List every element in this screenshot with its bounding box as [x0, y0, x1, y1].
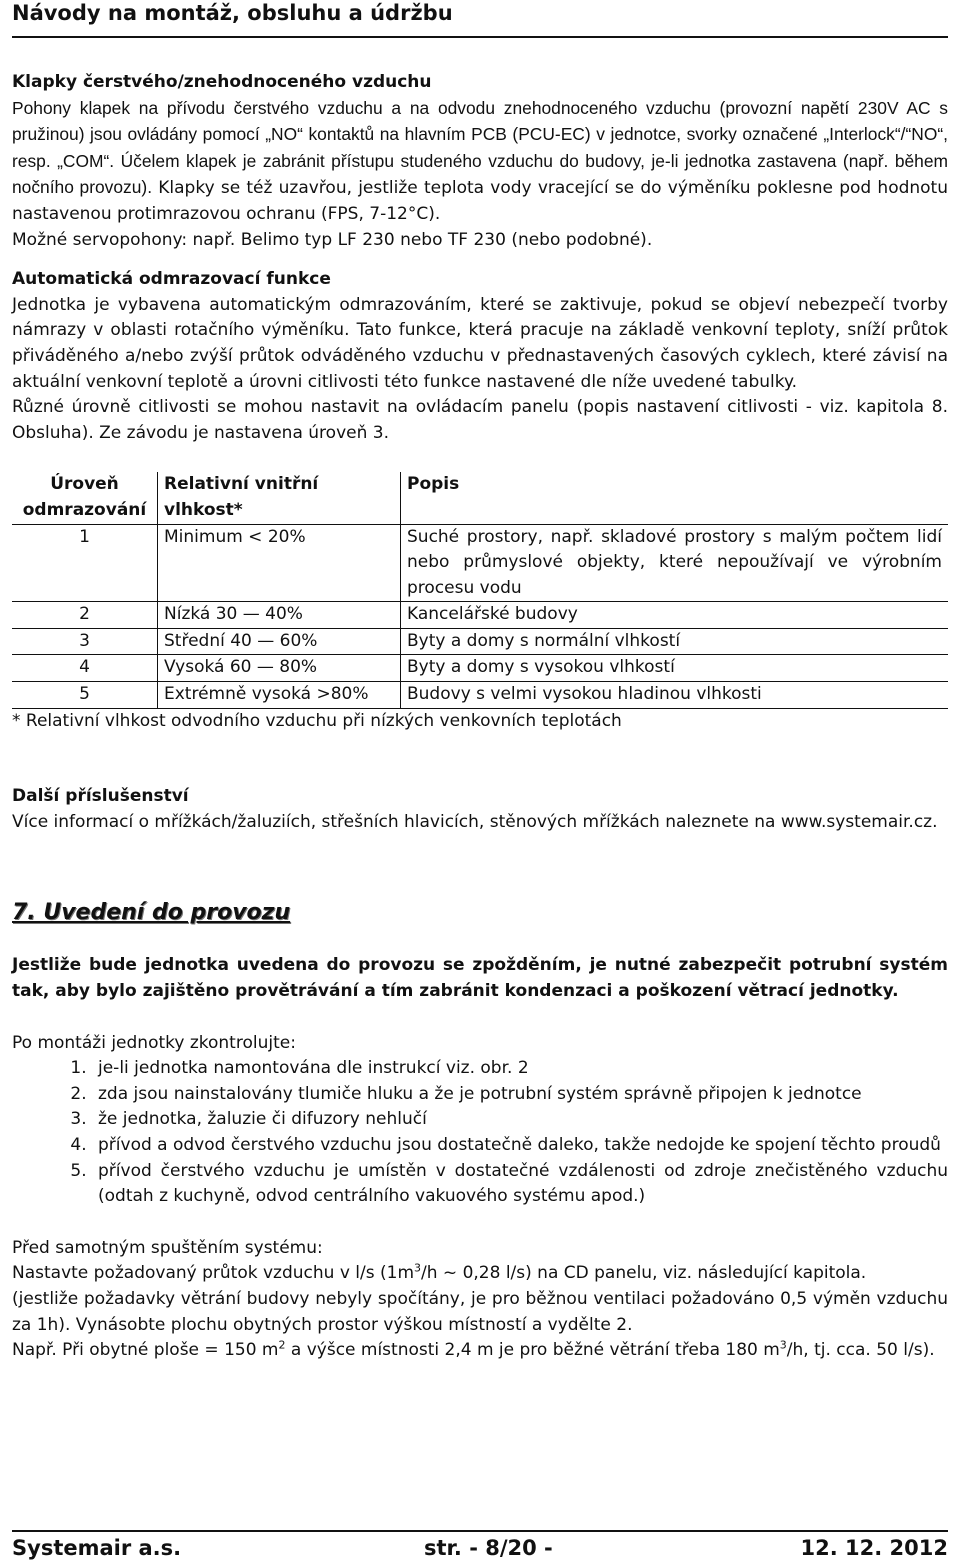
commissioning-warning: Jestliže bude jednotka uvedena do provozu se zpožděním, je nutné zabezpečit potrubní systém tak, aby bylo zajištěno provětrávání a tím zabránit kondenzaci a poškození větrací jednotky.: [12, 955, 948, 1002]
flow-text-b: /h ~ 0,28 l/s) na CD panelu, viz. následující kapitola.: [421, 1263, 867, 1284]
defrost-section: [12, 267, 948, 446]
page-header: [12, 0, 948, 38]
list-item: 4. přívod a odvod čerstvého vzduchu jsou dostatečně daleko, takže nedojde ke spojení těchto proudů: [92, 1133, 948, 1159]
example-text-a: Např. Při obytné ploše = 150 m: [12, 1340, 279, 1361]
check-intro: Po montáži jednotky zkontrolujte:: [12, 1032, 296, 1053]
flow-instruction: [12, 1261, 948, 1287]
footer-page-number: str. - 8/20 -: [424, 1536, 553, 1560]
table-row: [12, 628, 948, 655]
cell-description: Suché prostory, např. skladové prostory s malým počtem lidí nebo průmyslové objekty, které nepoužívají ve výrobním procesu vodu: [407, 526, 942, 598]
col-header-humidity: Relativní vnitřní vlhkost*: [158, 472, 401, 524]
defrost-level-table: [12, 472, 948, 708]
example-sup-1: 2: [278, 1338, 286, 1352]
cell-humidity: Vysoká 60 — 80%: [158, 655, 401, 682]
cell-description: Byty a domy s normální vlhkostí: [407, 630, 681, 651]
page-footer: [12, 1530, 948, 1562]
example-text: [12, 1338, 948, 1364]
accessories-section: [12, 784, 948, 835]
check-list: [12, 1056, 948, 1210]
footer-date: 12. 12. 2012: [800, 1536, 948, 1560]
cell-level: 1: [12, 524, 158, 602]
cell-level: 2: [12, 602, 158, 629]
cell-description: Budovy s velmi vysokou hladinou vlhkosti: [407, 684, 762, 705]
flaps-section: [12, 70, 948, 253]
cell-level: 5: [12, 682, 158, 709]
flaps-paragraph-rest: Klapky se též uzavřou, jestliže teplota vody vracející se do výměníku poklesne pod hodnotu nastavenou protimrazovou ochranu (FPS, 7-12°C).: [12, 178, 949, 224]
cell-level: 4: [12, 655, 158, 682]
flaps-heading: Klapky čerstvého/znehodnoceného vzduchu: [12, 72, 432, 92]
table-footnote: * Relativní vlhkost odvodního vzduchu při nízkých venkovních teplotách: [12, 710, 622, 731]
flaps-paragraph: [12, 96, 948, 228]
table-row: [12, 524, 948, 602]
footer-company: Systemair a.s.: [12, 1536, 182, 1560]
cell-description: Byty a domy s vysokou vlhkostí: [407, 657, 675, 678]
chapter-heading: 7. Uvedení do provozu: [12, 900, 291, 926]
example-text-b: a výšce místnosti 2,4 m je pro běžné větrání třeba 180 m: [285, 1340, 780, 1361]
table-header-row: [12, 472, 948, 524]
cell-humidity: Minimum < 20%: [158, 524, 401, 602]
cell-level: 3: [12, 628, 158, 655]
flaps-servo: Možné servopohony: např. Belimo typ LF 230 nebo TF 230 (nebo podobné).: [12, 229, 653, 250]
list-item: 2. zda jsou nainstalovány tlumiče hluku a že je potrubní systém správně připojen k jednotce: [92, 1082, 948, 1108]
table-row: [12, 682, 948, 709]
flow-text-a: Nastavte požadovaný průtok vzduchu v l/s (1m: [12, 1263, 415, 1284]
list-item: 5. přívod čerstvého vzduchu je umístěn v dostatečné vzdálenosti od zdroje znečistěného vzduchu (odtah z kuchyně, odvod centrálního vakuového systému apod.): [92, 1159, 948, 1210]
flow-sup: 3: [414, 1261, 422, 1275]
list-item: 1. je-li jednotka namontována dle instrukcí viz. obr. 2: [92, 1056, 948, 1082]
defrost-paragraph-1: Jednotka je vybavena automatickým odmrazováním, které se zaktivuje, pokud se objeví nebezpečí tvorby námrazy v oblasti rotačního výměníku. Tato funkce, která pracuje na základě venkovní teploty, sníží průtok přiváděného a/nebo zvýší průtok odváděného vzduchu v přednastavených časových cyklech, které závisí na aktuální venkovní teplotě a úrovni citlivosti této funkce nastavené dle níže uvedené tabulky.: [12, 294, 948, 392]
header-title: Návody na montáž, obsluhu a údržbu: [12, 1, 453, 25]
cell-description: Kancelářské budovy: [407, 604, 578, 625]
accessories-heading: Další příslušenství: [12, 786, 189, 807]
document-body: [12, 70, 948, 1364]
flow-note: (jestliže požadavky větrání budovy nebyly spočítány, je pro běžnou ventilaci požadováno 0,5 výměn vzduchu za 1h). Vynásobte plochu obytných prostor výškou místností a vydělte 2.: [12, 1288, 948, 1335]
cell-humidity: Extrémně vysoká >80%: [158, 682, 401, 709]
before-start-heading: Před samotným spuštěním systému:: [12, 1237, 323, 1258]
table-row: [12, 655, 948, 682]
table-row: [12, 602, 948, 629]
cell-humidity: Nízká 30 — 40%: [158, 602, 401, 629]
col-header-description: Popis: [407, 474, 460, 495]
defrost-heading: Automatická odmrazovací funkce: [12, 269, 331, 290]
example-text-c: /h, tj. cca. 50 l/s).: [786, 1340, 935, 1361]
list-item: 3. že jednotka, žaluzie či difuzory nehlučí: [92, 1107, 948, 1133]
cell-humidity: Střední 40 — 60%: [158, 628, 401, 655]
page: [12, 0, 948, 1563]
accessories-text: Více informací o mřížkách/žaluziích, střešních hlavicích, stěnových mřížkách naleznete na www.systemair.cz.: [12, 811, 938, 832]
commissioning-section: [12, 953, 948, 1363]
example-sup-2: 3: [779, 1338, 787, 1352]
col-header-level: Úroveň odmrazování: [12, 472, 158, 524]
flaps-paragraph-arial: Pohony klapek na přívodu čerstvého vzduchu a na odvodu znehodnoceného vzduchu (provozní napětí 230V AC s pružinou) jsou ovládány pomocí „NO“ kontaktů na hlavním PCB (PCU-EC) v jednotce, svorky označené „Interlock“/“NO“, resp. „COM“. Účelem klapek je zabránit přístupu studeného vzduchu do budovy, je-li jednotka zastavena (např. během nočního provozu).: [12, 97, 948, 198]
defrost-paragraph-2: Různé úrovně citlivosti se mohou nastavit na ovládacím panelu (popis nastavení citlivosti - viz. kapitola 8. Obsluha). Ze závodu je nastavena úroveň 3.: [12, 397, 948, 443]
